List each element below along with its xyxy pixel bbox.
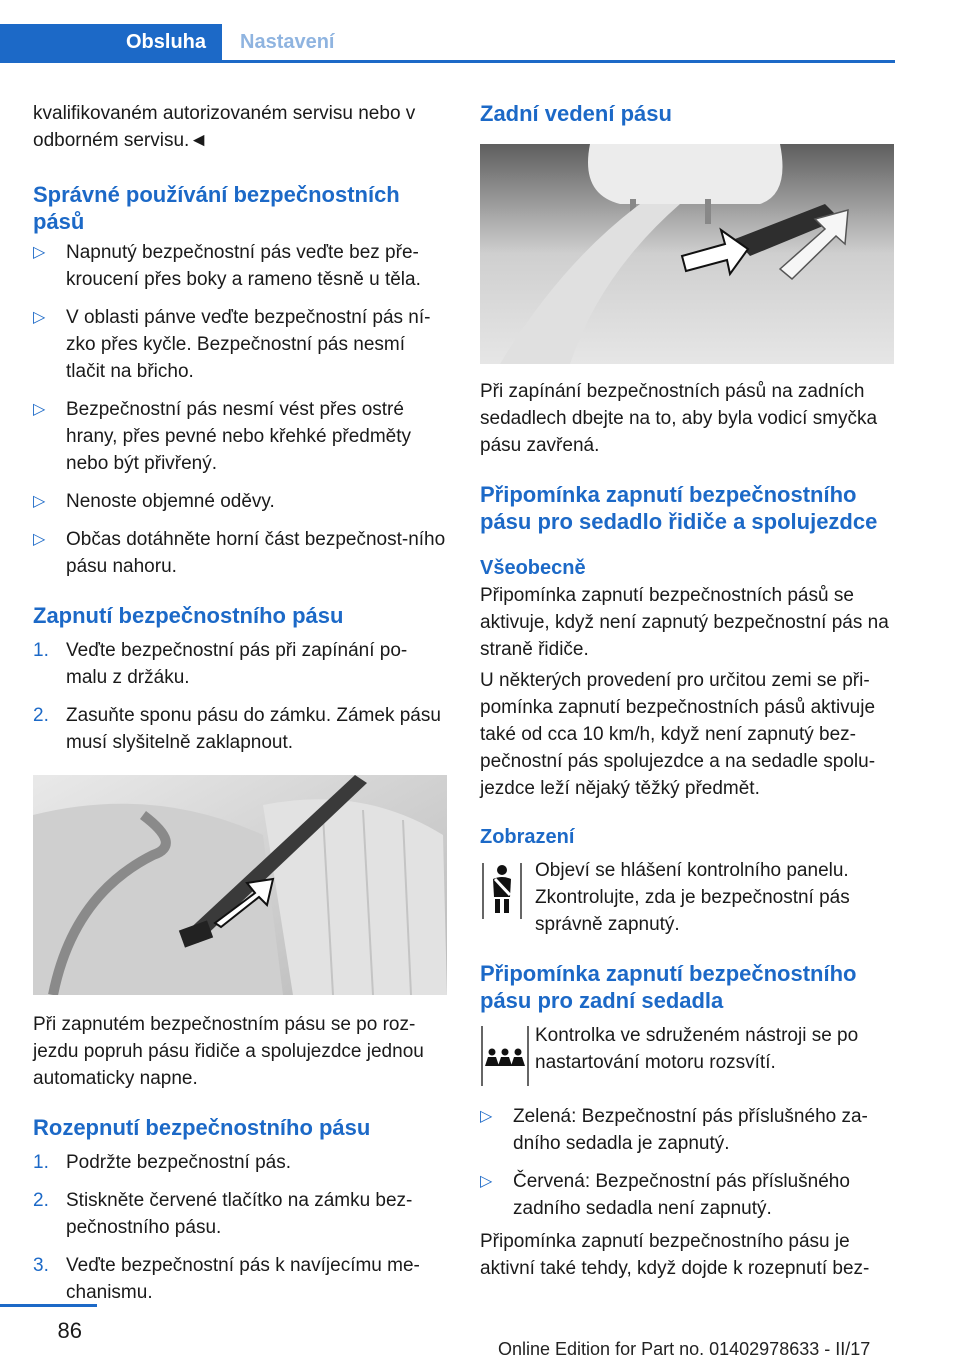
rear-reminder-row bbox=[480, 1022, 894, 1091]
rear-guide-photo bbox=[480, 144, 894, 364]
intro-text: kvalifikovaném autorizovaném servisu nebo v odborném servisu.◄ bbox=[33, 103, 416, 151]
step-number: 3. bbox=[33, 1255, 49, 1276]
bullet-icon: ▷ bbox=[33, 401, 46, 418]
list-item-text: Občas dotáhněte horní část bezpečnost-ního pásu nahoru. bbox=[66, 529, 446, 577]
step-text: Stiskněte červené tlačítko na zámku bez-pečnostního pásu. bbox=[66, 1190, 413, 1238]
rear-icon-box bbox=[480, 1022, 535, 1091]
bullet-icon: ▷ bbox=[33, 531, 46, 548]
step-item bbox=[33, 1187, 447, 1241]
bullet-icon: ▷ bbox=[33, 309, 46, 326]
list-item bbox=[33, 304, 447, 385]
chapter-tabs bbox=[0, 24, 895, 62]
rear-guide-text: Při zapínání bezpečnostních pásů na zadních sedadlech dbejte na to, aby byla vodicí smyčka pásu zavřená. bbox=[480, 381, 878, 456]
heading-rear-guide: Zadní vedení pásu bbox=[480, 101, 672, 126]
step-number: 1. bbox=[33, 1152, 49, 1173]
heading-reminder-rear: Připomínka zapnutí bezpečnostního pásu pro zadní sedadla bbox=[480, 961, 857, 1013]
list-item-text: Nenoste objemné oděvy. bbox=[66, 491, 275, 512]
list-item bbox=[480, 1103, 894, 1157]
fasten-photo bbox=[33, 775, 447, 995]
heading-unfasten: Rozepnutí bezpečnostního pásu bbox=[33, 1115, 371, 1140]
heading-correct-use: Správné používání bezpečnostních pásů bbox=[33, 182, 400, 234]
heading-display: Zobrazení bbox=[480, 826, 575, 848]
list-item bbox=[480, 1168, 894, 1222]
rear-status-list bbox=[480, 1103, 894, 1222]
list-item-text: Zelená: Bezpečnostní pás příslušného za-dního sedadla je zapnutý. bbox=[513, 1106, 868, 1154]
correct-use-list bbox=[33, 239, 447, 580]
edition-note: Online Edition for Part no. 01402978633 - II/17 bbox=[498, 1339, 871, 1359]
seatbelt-icon-box bbox=[480, 857, 535, 938]
bullet-icon: ▷ bbox=[33, 244, 46, 261]
list-item bbox=[33, 488, 447, 515]
general-paragraph-2: U některých provedení pro určitou zemi se při-pomínka zapnutí bezpečnostních pásů aktivuje také od cca 10 km/h, když není zapnutý bez-pečnostní pás spolujezdce a na sedadle spolu-jezdce leží nějaký těžký předmět. bbox=[480, 670, 876, 799]
general-paragraph-1: Připomínka zapnutí bezpečnostních pásů se aktivuje, když není zapnutý bezpečnostní pás na straně řidiče. bbox=[480, 585, 889, 660]
bullet-icon: ▷ bbox=[480, 1108, 493, 1125]
right-column bbox=[480, 100, 894, 1282]
unfasten-steps bbox=[33, 1149, 447, 1306]
step-text: Podržte bezpečnostní pás. bbox=[66, 1152, 291, 1173]
tab-nastaveni[interactable]: Nastavení bbox=[240, 30, 335, 53]
heading-reminder-front: Připomínka zapnutí bezpečnostního pásu pro sedadlo řidiče a spolujezdce bbox=[480, 482, 878, 534]
step-item bbox=[33, 1252, 447, 1306]
step-text: Veďte bezpečnostní pás při zapínání po-malu z držáku. bbox=[66, 640, 408, 688]
display-text: Objeví se hlášení kontrolního panelu. Zkontrolujte, zda je bezpečnostní pás správně zapnutý. bbox=[535, 860, 850, 935]
footer-divider bbox=[0, 1304, 97, 1307]
heading-fasten: Zapnutí bezpečnostního pásu bbox=[33, 603, 344, 628]
step-number: 1. bbox=[33, 640, 49, 661]
step-item bbox=[33, 1149, 447, 1176]
step-number: 2. bbox=[33, 705, 49, 726]
list-item-text: V oblasti pánve veďte bezpečnostní pás ní-zko přes kyčle. Bezpečnostní pás nesmí tlačit na břicho. bbox=[66, 307, 431, 382]
list-item bbox=[33, 526, 447, 580]
seatbelt-warning-icon bbox=[480, 861, 524, 921]
bullet-icon: ▷ bbox=[33, 493, 46, 510]
step-text: Veďte bezpečnostní pás k navíjecímu me-chanismu. bbox=[66, 1255, 420, 1303]
step-item bbox=[33, 637, 447, 691]
header-divider bbox=[0, 60, 895, 63]
page-number: 86 bbox=[57, 1318, 82, 1343]
step-number: 2. bbox=[33, 1190, 49, 1211]
list-item-text: Červená: Bezpečnostní pás příslušného zadního sedadla není zapnutý. bbox=[513, 1171, 850, 1219]
list-item-text: Bezpečnostní pás nesmí vést přes ostré hrany, přes pevné nebo křehké předměty nebo být přivřený. bbox=[66, 399, 412, 474]
rear-passengers-icon bbox=[480, 1026, 530, 1086]
heading-general: Všeobecně bbox=[480, 557, 586, 579]
fasten-caption: Při zapnutém bezpečnostním pásu se po roz-jezdu popruh pásu řidiče a spolujezdce jednou automaticky napne. bbox=[33, 1014, 424, 1089]
bullet-icon: ▷ bbox=[480, 1173, 493, 1190]
list-item-text: Napnutý bezpečnostní pás veďte bez pře-kroucení přes boky a rameno těsně u těla. bbox=[66, 242, 421, 290]
step-item bbox=[33, 702, 447, 756]
fasten-steps bbox=[33, 637, 447, 756]
list-item bbox=[33, 239, 447, 293]
closing-text: Připomínka zapnutí bezpečnostního pásu je aktivní také tehdy, když dojde k rozepnutí bez- bbox=[480, 1231, 870, 1279]
left-column bbox=[33, 100, 447, 1306]
list-item bbox=[33, 396, 447, 477]
step-text: Zasuňte sponu pásu do zámku. Zámek pásu musí slyšitelně zaklapnout. bbox=[66, 705, 441, 753]
display-row bbox=[480, 857, 894, 938]
rear-reminder-text: Kontrolka ve sdruženém nástroji se po nastartování motoru rozsvítí. bbox=[535, 1025, 859, 1073]
tab-obsluha[interactable]: Obsluha bbox=[0, 24, 222, 60]
